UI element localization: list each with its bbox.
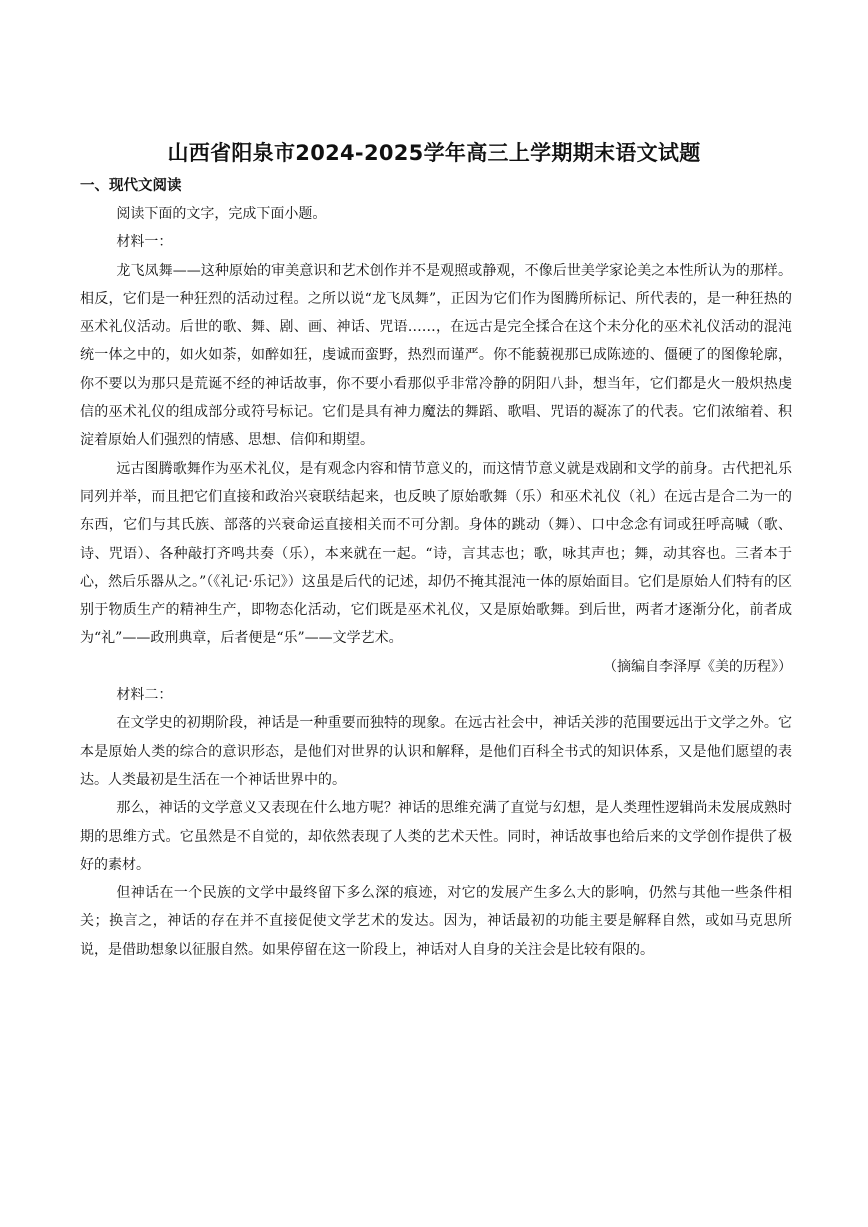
material2-paragraph: 在文学史的初期阶段，神话是一种重要而独特的现象。在远古社会中，神话关涉的范围要远出于文学之外。它本是原始人类的综合的意识形态，是他们对世界的认识和解释，是他们百科全书式的知识体系，又是他们愿望的表达。人类最初是生活在一个神话世界中的。 bbox=[80, 715, 792, 788]
reading-passage bbox=[80, 200, 792, 964]
material2-label: 材料二： bbox=[116, 687, 173, 704]
material2-paragraph: 那么，神话的文学意义又表现在什么地方呢？神话的思维充满了直觉与幻想，是人类理性逻辑尚未发展成熟时期的思维方式。它虽然是不自觉的，却依然表现了人类的艺术天性。同时，神话故事也给后来的文学创作提供了极好的素材。 bbox=[80, 800, 792, 873]
material2-paragraph: 但神话在一个民族的文学中最终留下多么深的痕迹，对它的发展产生多么大的影响，仍然与其他一些条件相关；换言之，神话的存在并不直接促使文学艺术的发达。因为，神话最初的功能主要是解释自然，或如马克思所说，是借助想象以征服自然。如果停留在这一阶段上，神话对人自身的关注会是比较有限的。 bbox=[80, 885, 792, 958]
material1-source: （摘编自李泽厚《美的历程》） bbox=[603, 658, 792, 675]
material1-label: 材料一： bbox=[116, 234, 173, 251]
material1-paragraph: 龙飞凤舞——这种原始的审美意识和艺术创作并不是观照或静观，不像后世美学家论美之本性所认为的那样。相反，它们是一种狂烈的活动过程。之所以说“龙飞凤舞”，正因为它们作为图腾所标记、所代表的，是一种狂热的巫术礼仪活动。后世的歌、舞、剧、画、神话、咒语……，在远古是完全揉合在这个未分化的巫术礼仪活动的混沌统一体之中的，如火如荼，如醉如狂，虔诚而蛮野，热烈而谨严。你不能藐视那已成陈迹的、僵硬了的图像轮廓，你不要以为那只是荒诞不经的神话故事，你不要小看那似乎非常冷静的阴阳八卦，想当年，它们都是火一般炽热虔信的巫术礼仪的组成部分或符号标记。它们是具有神力魔法的舞蹈、歌唱、咒语的凝冻了的代表。它们浓缩着、积淀着原始人们强烈的情感、思想、信仰和期望。 bbox=[80, 262, 792, 449]
section-heading: 一、现代文阅读 bbox=[80, 178, 182, 194]
instruction-text: 阅读下面的文字，完成下面小题。 bbox=[116, 206, 327, 222]
document-title: 山西省阳泉市2024-2025学年高三上学期期末语文试题 bbox=[167, 141, 701, 165]
material1-paragraph: 远古图腾歌舞作为巫术礼仪，是有观念内容和情节意义的，而这情节意义就是戏剧和文学的前身。古代把礼乐同列并举，而且把它们直接和政治兴衰联结起来，也反映了原始歌舞（乐）和巫术礼仪（礼）在远古是合二为一的东西，它们与其氏族、部落的兴衰命运直接相关而不可分割。身体的跳动（舞）、口中念念有词或狂呼高喊（歌、诗、咒语）、各种敲打齐鸣共奏（乐），本来就在一起。“诗，言其志也；歌，咏其声也；舞，动其容也。三者本于心，然后乐器从之。”（《礼记·乐记》）这虽是后代的记述，却仍不掩其混沌一体的原始面目。它们是原始人们特有的区别于物质生产的精神生产，即物态化活动，它们既是巫术礼仪，又是原始歌舞。到后世，两者才逐渐分化，前者成为“礼”——政刑典章，后者便是“乐”——文学艺术。 bbox=[80, 460, 792, 647]
